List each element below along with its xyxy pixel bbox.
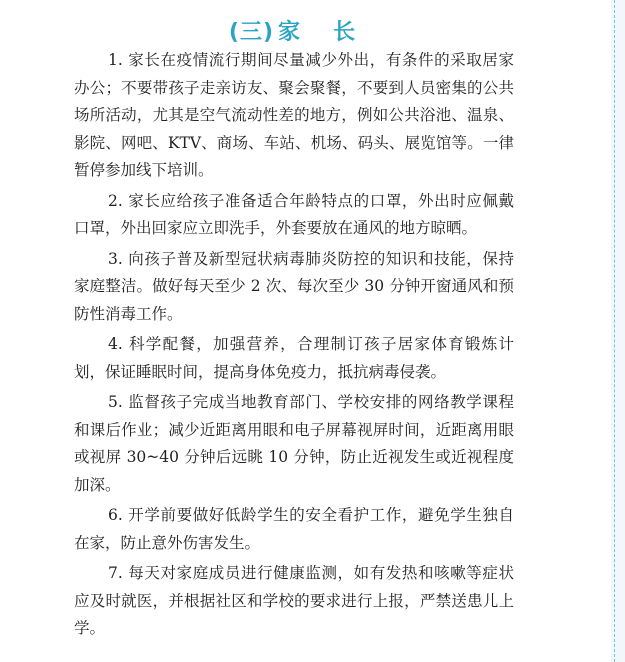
- section-title-char-1: 家: [278, 19, 302, 45]
- paragraph-6: 6. 开学前要做好低龄学生的安全看护工作，避免学生独自在家，防止意外伤害发生。: [74, 506, 514, 552]
- paragraph-7: 7. 每天对家庭成员进行健康监测，如有发热和咳嗽等症状应及时就医，并根据社区和学校的要求进行上报，严禁送患儿上学。: [74, 564, 514, 637]
- section-number: (三): [228, 19, 275, 45]
- paragraph-4: 4. 科学配餐，加强营养，合理制订孩子居家体育锻炼计划，保证睡眠时间，提高身体免疫力，抵抗病毒侵袭。: [74, 335, 514, 381]
- body-text: [74, 47, 514, 646]
- paragraph-3: 3. 向孩子普及新型冠状病毒肺炎防控的知识和技能，保持家庭整洁。做好每天至少 2 次、每次至少 30 分钟开窗通风和预防性消毒工作。: [74, 249, 514, 323]
- paragraph-5: 5. 监督孩子完成当地教育部门、学校安排的网络教学课程和课后作业；减少近距离用眼和电子屏幕视屏时间，近距离用眼或视屏 30~40 分钟后远眺 10 分钟，防止近视发生或近视程度加深。: [74, 393, 514, 494]
- section-title-char-2: 长: [333, 19, 357, 45]
- paragraph-1: 1. 家长在疫情流行期间尽量减少外出，有条件的采取居家办公；不要带孩子走亲访友、聚会聚餐，不要到人员密集的公共场所活动，尤其是空气流动性差的地方，例如公共浴池、温泉、影院、网吧、KTV、商场、车站、机场、码头、展览馆等。一律暂停参加线下培训。: [74, 51, 514, 179]
- paragraph-2: 2. 家长应给孩子准备适合年龄特点的口罩，外出时应佩戴口罩，外出回家应立即洗手，外套要放在通风的地方晾晒。: [74, 191, 514, 237]
- page-edge-dashed-line: [614, 0, 615, 662]
- section-title: [0, 19, 585, 47]
